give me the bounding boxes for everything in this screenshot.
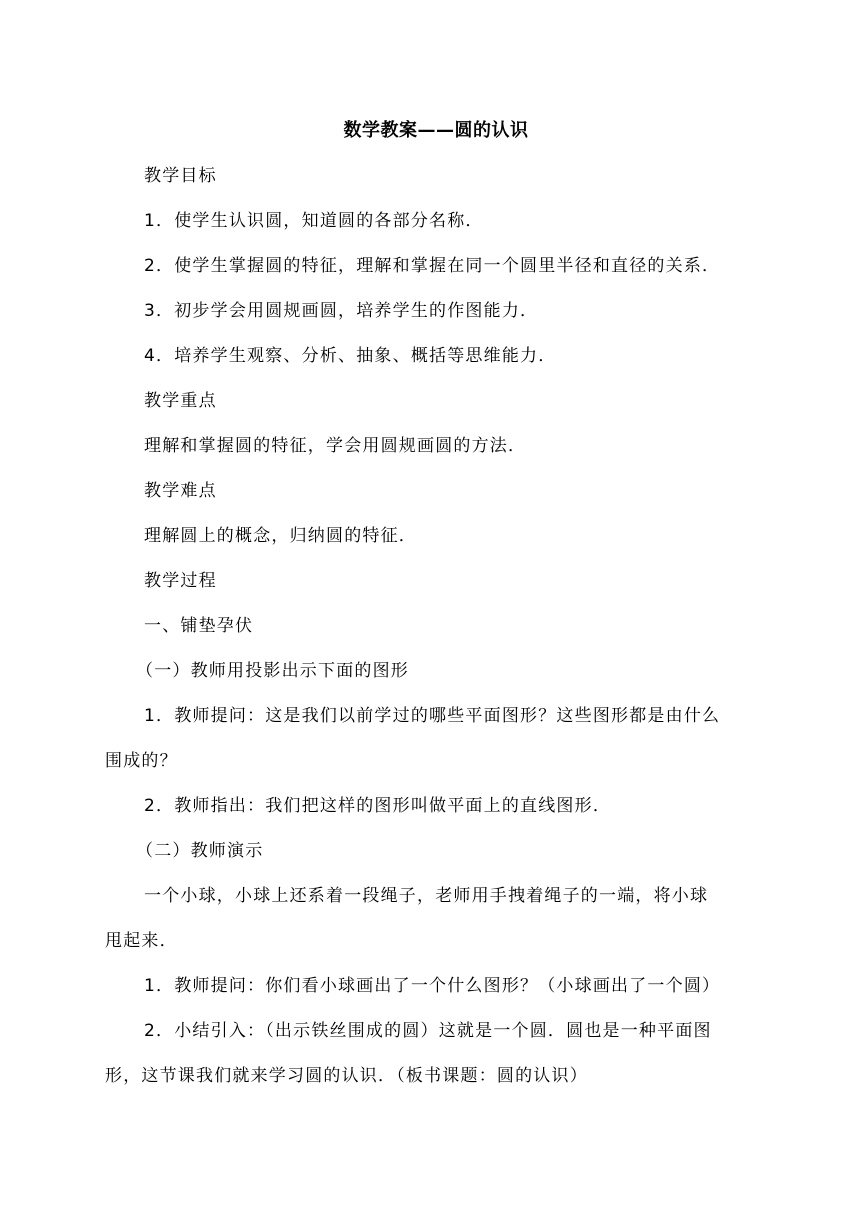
difficult-points-text: 理解圆上的概念，归纳圆的特征． [144,526,417,546]
goal-item-4: 4．培养学生观察、分析、抽象、概括等思维能力． [144,346,557,366]
heading-teaching-process: 教学过程 [144,571,217,591]
section-heading-1: 一、铺垫孕伏 [144,616,254,636]
process-item-1-cont: 围成的？ [105,751,178,771]
goal-item-1: 1．使学生认识圆，知道圆的各部分名称． [144,211,484,231]
goal-item-2: 2．使学生掌握圆的特征，理解和掌握在同一个圆里半径和直径的关系． [144,256,721,276]
key-points-text: 理解和掌握圆的特征，学会用圆规画圆的方法． [144,436,527,456]
heading-key-points: 教学重点 [144,391,217,411]
process-item-2: 2．教师指出：我们把这样的图形叫做平面上的直线图形． [144,796,612,816]
demo-item-2: 2．小结引入：（出示铁丝围成的圆）这就是一个圆．圆也是一种平面图 [144,1021,712,1041]
process-item-1: 1．教师提问：这是我们以前学过的哪些平面图形？这些图形都是由什么 [144,706,721,726]
goal-item-3: 3．初步学会用圆规画圆，培养学生的作图能力． [144,301,539,321]
heading-difficult-points: 教学难点 [144,481,217,501]
document-title: 数学教案——圆的认识 [343,120,529,141]
demo-text: 一个小球，小球上还系着一段绳子，老师用手拽着绳子的一端，将小球 [144,886,709,906]
subsection-heading-2: （二）教师演示 [136,841,264,861]
demo-item-1: 1．教师提问：你们看小球画出了一个什么图形？（小球画出了一个圆） [144,976,721,996]
heading-teaching-goals: 教学目标 [144,166,217,186]
subsection-heading-1: （一）教师用投影出示下面的图形 [136,661,409,681]
demo-text-cont: 甩起来． [105,931,178,951]
demo-item-2-cont: 形，这节课我们就来学习圆的认识．（板书课题：圆的认识） [105,1066,588,1086]
